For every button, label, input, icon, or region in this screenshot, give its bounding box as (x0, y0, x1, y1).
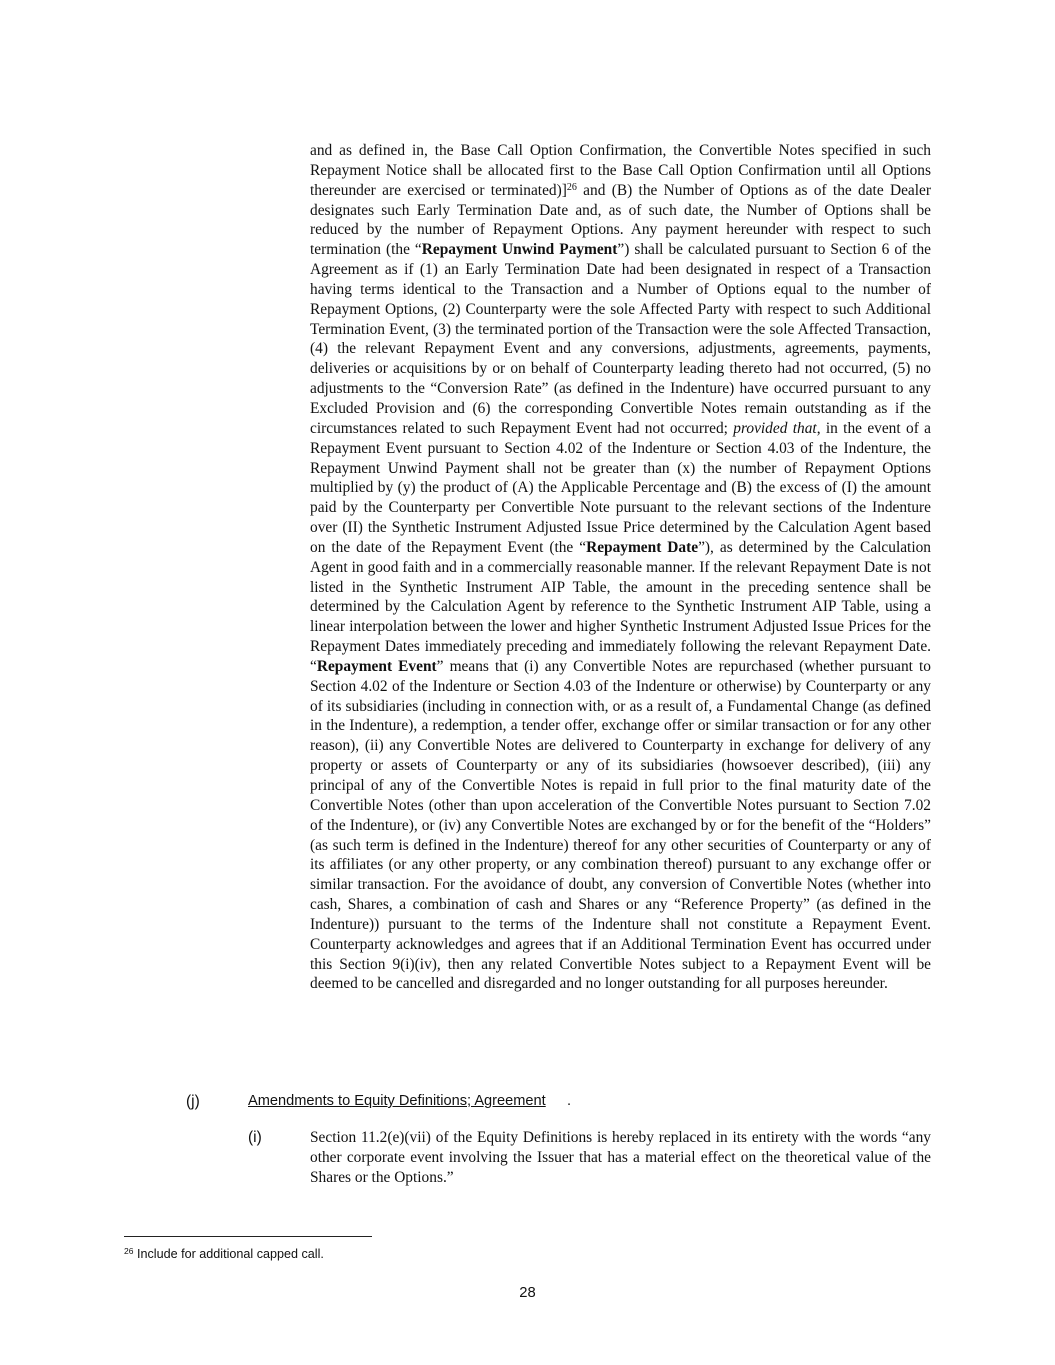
paragraph-text: , in the event of a Repayment Event pursuant to Section 4.02 of the Indenture or Section 4.03 of the Indenture, the Repayment Unwind Payment shall not be greater than (x) the number of Repayment Options multiplied by (y) the product of (A) the Applicable Percentage and (B) the excess of (I) the amount paid by the Counterparty per Convertible Note pursuant to the relevant sections of the Indenture over (II) the Synthetic Instrument Adjusted Issue Price determined by the Calculation Agent based on the date of the Repayment Event (the “ (310, 419, 931, 556)
paragraph-text: ”), as determined by the Calculation Agent in good faith and in a commercially reasonable manner. If the relevant Repayment Date is not listed in the Synthetic Instrument AIP Table, the amount in the preceding sentence shall be determined by the Calculation Agent by reference to the Synthetic Instrument AIP Table, using a linear interpolation between the lower and higher Synthetic Instrument Adjusted Issue Prices for the Repayment Dates immediately preceding and immediately following the relevant Repayment Date. “ (310, 538, 931, 675)
subsection-number: (i) (248, 1129, 262, 1146)
paragraph-text: ”) shall be calculated pursuant to Section 6 of the Agreement as if (1) an Early Termination Date had been designated in respect of a Transaction having terms identical to the Transaction and a Number of Options equal to the number of Repayment Options, (2) Counterparty were the sole Affected Party with respect to such Additional Termination Event, (3) the terminated portion of the Transaction were the sole Affected Transaction, (4) the relevant Repayment Event and any conversions, adjustments, agreements, payments, deliveries or acquisitions by or on behalf of Counterparty leading thereto had not occurred, (5) no adjustments to the “Conversion Rate” (as defined in the Indenture) have occurred pursuant to any Excluded Provision and (6) the corresponding Convertible Notes remain outstanding as if the circumstances related to such Repayment Event had not occurred; (310, 241, 931, 437)
defined-term-repayment-date: Repayment Date (586, 538, 699, 556)
footnote-reference[interactable]: 26 (566, 181, 577, 193)
body-paragraph (310, 141, 931, 994)
subsection-text: Section 11.2(e)(vii) of the Equity Definitions is hereby replaced in its entirety with the words “any other corporate event involving the Issuer that has a material effect on the theoretical value of the Shares or the Options.” (310, 1129, 931, 1186)
footnote-text: Include for additional capped call. (133, 1247, 324, 1261)
footnote (124, 1246, 324, 1262)
section-number: (j) (186, 1093, 200, 1110)
paragraph-text: and (B) the Number of Options as of the date Dealer designates such Early Termination Date and, as of such date, the Number of Options shall be reduced by the number of Repayment Options. Any payment hereunder with respect to such termination (the “ (310, 181, 931, 259)
section-title-period: . (567, 1093, 572, 1109)
section-title-wrap (248, 1092, 546, 1111)
section-title: Amendments to Equity Definitions; Agreement (248, 1093, 546, 1109)
paragraph-text: ” means that (i) any Convertible Notes are repurchased (whether pursuant to Section 4.02 of the Indenture or Section 4.03 of the Indenture or otherwise) by Counterparty or any of its subsidiaries (including in connection with, or as a result of, a Fundamental Change (as defined in the Indenture), a redemption, a tender offer, exchange offer or similar transaction or for any other reason), (ii) any Convertible Notes are delivered to Counterparty in exchange for delivery of any property or assets of Counterparty or any of its subsidiaries (howsoever described), (iii) any principal of any of the Convertible Notes is repaid in full prior to the final maturity date of the Convertible Notes (other than upon acceleration of the Convertible Notes pursuant to Section 7.02 of the Indenture), or (iv) any Convertible Notes are exchanged by or for the benefit of the “Holders” (as such term is defined in the Indenture) thereof for any other securities of Counterparty or any of its affiliates (or any other property, or any combination thereof) pursuant to any exchange offer or similar transaction. For the avoidance of doubt, any conversion of Convertible Notes (whether into cash, Shares, a combination of cash and Shares or any “Reference Property” (as defined in the Indenture)) pursuant to the terms of the Indenture shall not constitute a Repayment Event. Counterparty acknowledges and agrees that if an Additional Termination Event has occurred under this Section 9(i)(iv), then any related Convertible Notes subject to a Repayment Event will be deemed to be cancelled and disregarded and no longer outstanding for all purposes hereunder. (310, 657, 932, 993)
defined-term-repayment-event: Repayment Event (316, 657, 437, 675)
defined-term-repayment-unwind-payment: Repayment Unwind Payment (421, 241, 618, 259)
page-number: 28 (519, 1285, 536, 1301)
footnote-divider (124, 1236, 372, 1237)
footnote-number: 26 (124, 1246, 134, 1256)
paragraph-text: and as defined in, the Base Call Option Confirmation, the Convertible Notes specified in such Repayment Notice shall be allocated first to the Base Call Option Confirmation until all Options thereunder are exercised or terminated)] (310, 142, 931, 199)
proviso-text: provided that (733, 419, 817, 437)
